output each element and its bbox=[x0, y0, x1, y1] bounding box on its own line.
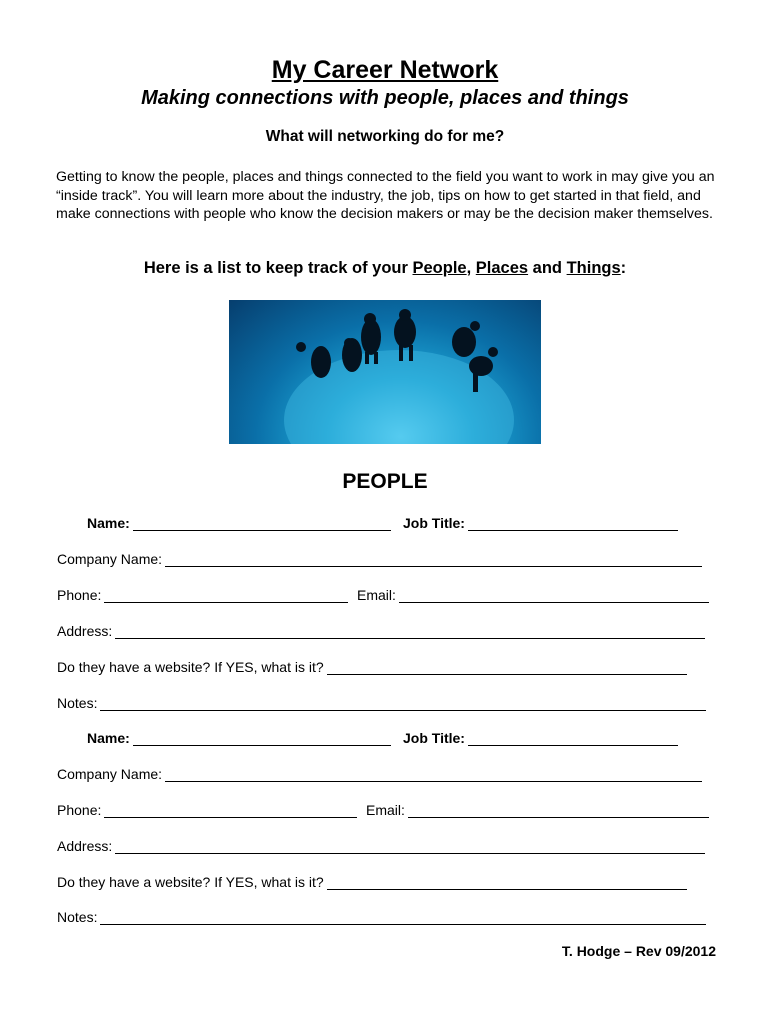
networking-globe-image bbox=[229, 300, 541, 444]
address-label: Address: bbox=[57, 838, 113, 854]
address-input-line[interactable] bbox=[115, 839, 705, 854]
and-word: and bbox=[528, 259, 567, 277]
phone-label: Phone: bbox=[57, 802, 102, 818]
website-label: Do they have a website? If YES, what is it? bbox=[57, 874, 324, 890]
job-title-label: Job Title: bbox=[403, 515, 465, 531]
job-title-field-1[interactable] bbox=[403, 513, 678, 531]
section-heading-people: PEOPLE bbox=[342, 470, 428, 493]
address-label: Address: bbox=[57, 623, 113, 639]
job-title-field-2[interactable] bbox=[403, 728, 678, 746]
notes-label: Notes: bbox=[57, 909, 98, 925]
phone-field-2[interactable] bbox=[57, 800, 357, 818]
phone-field-1[interactable] bbox=[57, 585, 348, 603]
website-input-line[interactable] bbox=[327, 875, 687, 890]
footer-revision: T. Hodge – Rev 09/2012 bbox=[561, 943, 716, 959]
email-input-line[interactable] bbox=[399, 588, 709, 603]
company-input-line[interactable] bbox=[165, 552, 702, 567]
job-title-input-line[interactable] bbox=[468, 516, 678, 531]
email-input-line[interactable] bbox=[408, 803, 709, 818]
name-field-1[interactable] bbox=[87, 513, 391, 531]
email-label: Email: bbox=[366, 802, 405, 818]
company-input-line[interactable] bbox=[165, 767, 702, 782]
people-word: People bbox=[412, 259, 467, 277]
notes-field-2[interactable] bbox=[57, 907, 706, 925]
website-input-line[interactable] bbox=[327, 660, 687, 675]
email-field-1[interactable] bbox=[357, 585, 709, 603]
name-label: Name: bbox=[87, 730, 130, 746]
name-input-line[interactable] bbox=[133, 516, 391, 531]
email-label: Email: bbox=[357, 587, 396, 603]
phone-input-line[interactable] bbox=[104, 588, 348, 603]
job-title-input-line[interactable] bbox=[468, 731, 678, 746]
phone-input-line[interactable] bbox=[104, 803, 357, 818]
list-intro-text: Here is a list to keep track of your bbox=[143, 259, 413, 277]
phone-label: Phone: bbox=[57, 587, 102, 603]
page-title: My Career Network bbox=[271, 56, 499, 84]
notes-field-1[interactable] bbox=[57, 693, 706, 711]
colon: : bbox=[620, 259, 627, 277]
notes-label: Notes: bbox=[57, 695, 98, 711]
company-field-2[interactable] bbox=[57, 764, 702, 782]
notes-input-line[interactable] bbox=[100, 696, 706, 711]
comma: , bbox=[466, 259, 476, 277]
name-input-line[interactable] bbox=[133, 731, 391, 746]
places-word: Places bbox=[475, 259, 529, 277]
notes-input-line[interactable] bbox=[100, 910, 706, 925]
website-label: Do they have a website? If YES, what is it? bbox=[57, 659, 324, 675]
email-field-2[interactable] bbox=[366, 800, 709, 818]
subtitle: Making connections with people, places and things bbox=[141, 87, 629, 109]
company-label: Company Name: bbox=[57, 551, 163, 567]
company-field-1[interactable] bbox=[57, 549, 702, 567]
website-field-1[interactable] bbox=[57, 657, 687, 675]
name-field-2[interactable] bbox=[87, 728, 391, 746]
address-input-line[interactable] bbox=[115, 624, 705, 639]
company-label: Company Name: bbox=[57, 766, 163, 782]
address-field-2[interactable] bbox=[57, 836, 705, 854]
things-word: Things bbox=[566, 259, 621, 277]
job-title-label: Job Title: bbox=[403, 730, 465, 746]
list-intro bbox=[0, 259, 770, 278]
intro-paragraph: Getting to know the people, places and things connected to the field you want to work in may give you an “inside track”. You will learn more about the industry, the job, tips on how to get started in that field, and make connections with people who know the decision makers or may be the decision maker themselves. bbox=[56, 169, 715, 222]
section-question: What will networking do for me? bbox=[265, 128, 505, 145]
address-field-1[interactable] bbox=[57, 621, 705, 639]
name-label: Name: bbox=[87, 515, 130, 531]
website-field-2[interactable] bbox=[57, 872, 687, 890]
